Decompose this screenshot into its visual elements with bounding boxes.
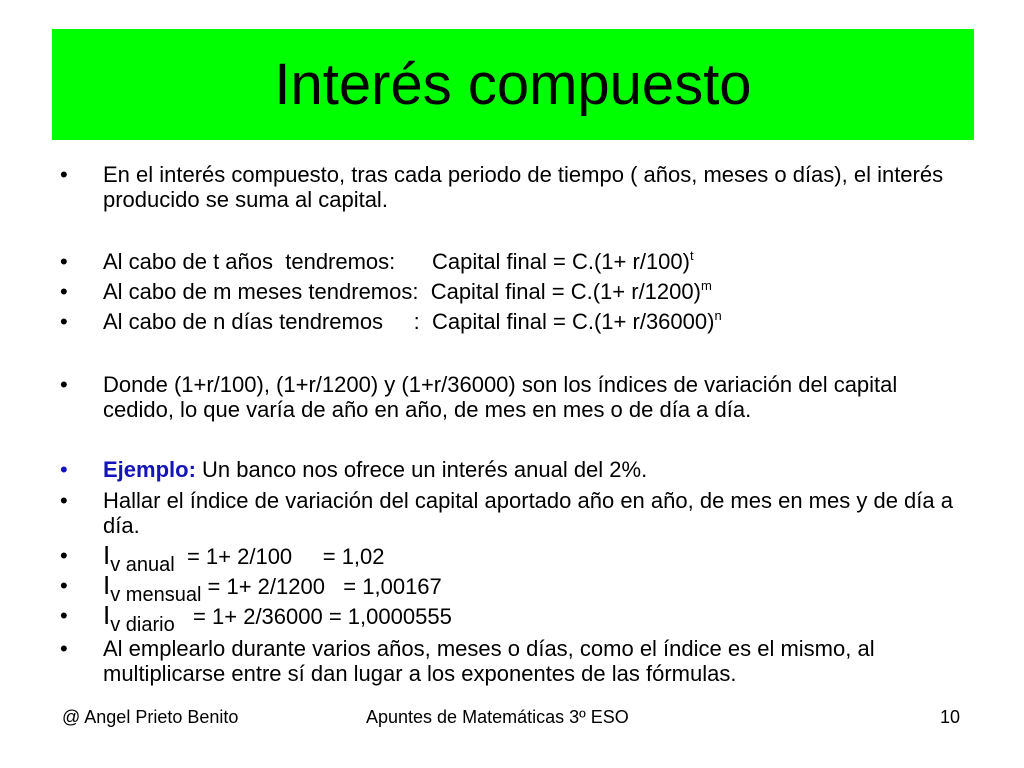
bullet-marker: • bbox=[60, 249, 68, 274]
bullet-marker: • bbox=[60, 309, 68, 334]
index-equation: = 1+ 2/1200 = 1,00167 bbox=[201, 574, 442, 599]
formula-line bbox=[103, 309, 963, 334]
index-subscript: v anual bbox=[110, 554, 175, 576]
bullet-marker: • bbox=[60, 636, 68, 661]
bullet-text: Hallar el índice de variación del capital aportado año en año, de mes en mes y de día a día. bbox=[103, 488, 953, 538]
formula-text: Al cabo de n días tendremos : Capital final = C.(1+ r/36000) bbox=[103, 309, 715, 334]
bullet-marker: • bbox=[60, 457, 68, 482]
index-subscript: v mensual bbox=[110, 584, 202, 606]
index-line bbox=[103, 570, 963, 606]
formula-exponent: t bbox=[689, 248, 694, 263]
formula-exponent: m bbox=[700, 278, 712, 293]
footer-course: Apuntes de Matemáticas 3º ESO bbox=[366, 707, 629, 727]
bullet-text: En el interés compuesto, tras cada periodo de tiempo ( años, meses o días), el interés producido se suma al capital. bbox=[103, 162, 944, 212]
formula-text: Al cabo de m meses tendremos: Capital final = C.(1+ r/1200) bbox=[103, 279, 701, 304]
index-symbol: I bbox=[103, 570, 111, 600]
bullet-marker: • bbox=[60, 543, 68, 568]
bullet-marker: • bbox=[60, 488, 68, 513]
bullet-marker: • bbox=[60, 372, 68, 397]
formula-line bbox=[103, 249, 963, 274]
example-text: Un banco nos ofrece un interés anual del 2%. bbox=[195, 457, 648, 482]
example-line bbox=[103, 457, 963, 482]
example-label: Ejemplo: bbox=[103, 457, 196, 482]
index-subscript: v diario bbox=[110, 614, 175, 636]
index-line bbox=[103, 600, 963, 636]
formula-text: Al cabo de t años tendremos: Capital final = C.(1+ r/100) bbox=[103, 249, 690, 274]
title-banner bbox=[52, 29, 974, 140]
index-line bbox=[103, 540, 963, 576]
index-equation: = 1+ 2/100 = 1,02 bbox=[174, 544, 385, 569]
bullet-marker: • bbox=[60, 162, 68, 187]
footer-page-number: 10 bbox=[940, 707, 961, 727]
footer-author: @ Angel Prieto Benito bbox=[62, 707, 239, 727]
index-symbol: I bbox=[103, 540, 111, 570]
bullet-text: Donde (1+r/100), (1+r/1200) y (1+r/36000) son los índices de variación del capital cedido, lo que varía de año en año, de mes en mes o de día a día. bbox=[103, 372, 898, 422]
bullet-marker: • bbox=[60, 603, 68, 628]
bullet-marker: • bbox=[60, 279, 68, 304]
index-symbol: I bbox=[103, 600, 111, 630]
slide-title: Interés compuesto bbox=[274, 51, 752, 117]
index-equation: = 1+ 2/36000 = 1,0000555 bbox=[174, 604, 452, 629]
bullet-text: Al emplearlo durante varios años, meses o días, como el índice es el mismo, al multiplicarse entre sí dan lugar a los exponentes de las fórmulas. bbox=[103, 636, 875, 686]
formula-line bbox=[103, 279, 963, 304]
bullet-marker: • bbox=[60, 573, 68, 598]
formula-exponent: n bbox=[714, 308, 722, 323]
